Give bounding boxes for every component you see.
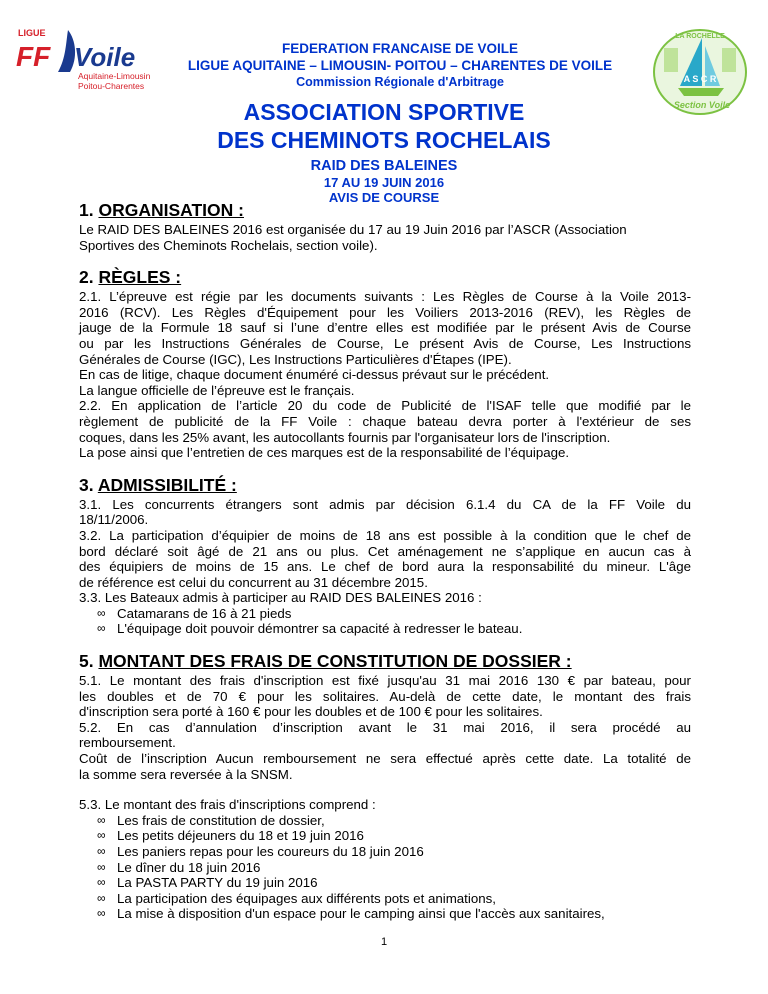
section-2-line: La langue officielle de l’épreuve est le français. — [79, 382, 355, 398]
section-5-line: les doubles et de 70 € pour les solitaires. Au-delà de cette date, le montant des frais — [79, 688, 691, 704]
section-3-bullet-list — [79, 606, 691, 637]
section-3-line: de référence est celui du concurrent au 31 décembre 2015. — [79, 574, 428, 590]
section-2-heading — [79, 267, 691, 287]
header-line-3: Commission Régionale d'Arbitrage — [296, 75, 504, 89]
event-name: RAID DES BALEINES — [310, 158, 458, 174]
section-3-line: 3.1. Les concurrents étrangers sont admis par décision 6.1.4 du CA de la FF Voile du — [79, 496, 691, 512]
section-3-title: ADMISSIBILITÉ : — [97, 474, 237, 495]
list-item: ∞ Les petits déjeuners du 18 et 19 juin 2016 — [97, 828, 364, 844]
document-type: AVIS DE COURSE — [328, 190, 440, 205]
section-2-number: 2. — [79, 267, 99, 288]
page-number: 1 — [380, 936, 388, 948]
section-1-title: ORGANISATION : — [98, 200, 244, 220]
list-item: ∞ La participation des équipages aux différents pots et animations, — [97, 890, 496, 906]
federation-header — [160, 40, 640, 91]
section-3-heading — [79, 475, 691, 495]
logo-ff-text: FF — [16, 41, 51, 72]
section-5-bullet-list — [79, 813, 691, 922]
section-2-line: 2016 (RCV). Les Règles d'Équipement pour les Voiliers 2013-2016 (REV), les Règles de — [79, 304, 691, 320]
section-2-line: ou par les Instructions Générales de Course, Le présent Avis de Course, Les Instructions — [79, 335, 691, 351]
section-3-line: 18/11/2006. — [79, 512, 149, 528]
section-2-line: règlement de publicité de la FF Voile : chaque bateau devra porter à l'extérieur de ses — [79, 413, 691, 429]
logo-town-text: LA ROCHELLE — [675, 33, 725, 40]
bullet-icon: ∞ — [97, 828, 106, 843]
header-line-1: FEDERATION FRANCAISE DE VOILE — [281, 41, 518, 56]
section-5-line: d'inscription sera porté à 160 € pour les doubles et de 100 € pour les solitaires. — [79, 704, 543, 720]
section-3-line: des équipiers de moins de 15 ans. Le chef de bord aura la responsabilité du mineur. L'âge — [79, 559, 691, 575]
section-2-line: 2.1. L’épreuve est régie par les documents suivants : Les Règles de Course à la Voile 2013- — [79, 289, 691, 305]
bullet-icon: ∞ — [97, 875, 106, 890]
ffvoile-logo — [12, 22, 157, 102]
bullet-icon: ∞ — [97, 844, 106, 858]
list-item: ∞ Les frais de constitution de dossier, — [97, 812, 325, 828]
tower-right-icon — [722, 48, 736, 72]
list-item: ∞ Catamarans de 16 à 21 pieds — [97, 605, 292, 621]
section-3-number: 3. — [79, 474, 98, 495]
section-2-title: RÈGLES : — [98, 267, 182, 288]
section-3-line: bord déclaré soit âgé de 21 ans ou plus. Cet aménagement ne s’applique en aucun cas à — [79, 543, 691, 559]
section-1-number: 1. — [79, 200, 99, 220]
list-item: ∞ Le dîner du 18 juin 2016 — [97, 859, 261, 875]
section-1-heading — [79, 200, 691, 220]
bullet-icon: ∞ — [97, 812, 106, 827]
bullet-icon: ∞ — [97, 859, 106, 874]
section-2-line: En cas de litige, chaque document énuméré ci-dessus prévaut sur le précédent. — [79, 367, 550, 383]
section-2-line: La pose ainsi que l’entretien de ces marques est de la responsabilité de l’équipage. — [79, 445, 570, 461]
section-5-line: 5.1. Le montant des frais d'inscription est fixé jusqu'au 31 mai 2016 130 € par bateau, pour — [79, 673, 691, 689]
hull-icon — [678, 88, 724, 96]
section-5-line: Coût de l’inscription Aucun remboursement ne sera effectué après cette date. La totalité de — [79, 751, 691, 767]
section-3-line: 3.3. Les Bateaux admis à participer au RAID DES BALEINES 2016 : — [79, 590, 482, 606]
bullet-icon: ∞ — [97, 621, 106, 636]
section-5-line: 5.2. En cas d’annulation d’inscription avant le 31 mai 2016, il sera procédé au — [79, 719, 691, 735]
document-title-block — [0, 98, 768, 205]
logo-section-text: Section Voile — [673, 100, 731, 110]
tower-left-icon — [664, 48, 678, 72]
section-5-heading — [79, 651, 691, 671]
section-2-line: jauge de la Formule 18 sauf si l’une d’entre elles est modifiée par le présent Avis de Course — [79, 320, 691, 336]
header-line-2: LIGUE AQUITAINE – LIMOUSIN- POITOU – CHARENTES DE VOILE — [187, 58, 613, 73]
document-body — [79, 200, 691, 922]
logo-region2-text: Poitou-Charentes — [78, 81, 145, 91]
list-item: ∞ La mise à disposition d'un espace pour le camping ainsi que l'accès aux sanitaires, — [97, 906, 605, 922]
section-5-line: 5.3. Le montant des frais d'inscriptions comprend : — [79, 797, 376, 813]
bullet-icon: ∞ — [97, 906, 106, 921]
section-5-number: 5. — [79, 651, 99, 672]
sail-icon — [58, 30, 75, 72]
title-line-1: ASSOCIATION SPORTIVE — [243, 99, 525, 125]
section-3-line: 3.2. La participation d’équipier de moins de 18 ans est possible à la condition que le chef de — [79, 527, 691, 543]
logo-ascr-text: A S C R — [683, 74, 717, 84]
section-2-line: 2.2. En application de l’article 20 du code de Publicité de l'ISAF telle que modifié par le — [79, 398, 691, 414]
event-dates: 17 AU 19 JUIN 2016 — [323, 175, 445, 190]
section-5-title: MONTANT DES FRAIS DE CONSTITUTION DE DOSSIER : — [98, 651, 572, 672]
section-2-line: coques, dans les 25% avant, les autocollants fournis par l'organisateur lors de l'inscription. — [79, 429, 611, 445]
section-1-line: Le RAID DES BALEINES 2016 est organisée du 17 au 19 Juin 2016 par l’ASCR (Association — [79, 222, 627, 237]
section-1-line: Sportives des Cheminots Rochelais, section voile). — [79, 237, 378, 253]
section-2-line: Générales de Course (IGC), Les Instructions Particulières d'Étapes (IPE). — [79, 351, 512, 367]
logo-voile-text: Voile — [74, 42, 136, 72]
logo-region1-text: Aquitaine-Limousin — [78, 71, 151, 81]
list-item: ∞ L'équipage doit pouvoir démontrer sa capacité à redresser le bateau. — [97, 621, 523, 637]
bullet-icon: ∞ — [97, 605, 106, 620]
section-5-line: remboursement. — [79, 735, 176, 751]
bullet-icon: ∞ — [97, 890, 106, 905]
logo-ligue-text: LIGUE — [18, 28, 46, 38]
section-5-line: la somme sera reversée à la SNSM. — [79, 766, 293, 782]
title-line-2: DES CHEMINOTS ROCHELAIS — [217, 127, 551, 153]
list-item: ∞ La PASTA PARTY du 19 juin 2016 — [97, 875, 318, 891]
list-item: ∞ Les paniers repas pour les coureurs du 18 juin 2016 — [97, 844, 424, 859]
